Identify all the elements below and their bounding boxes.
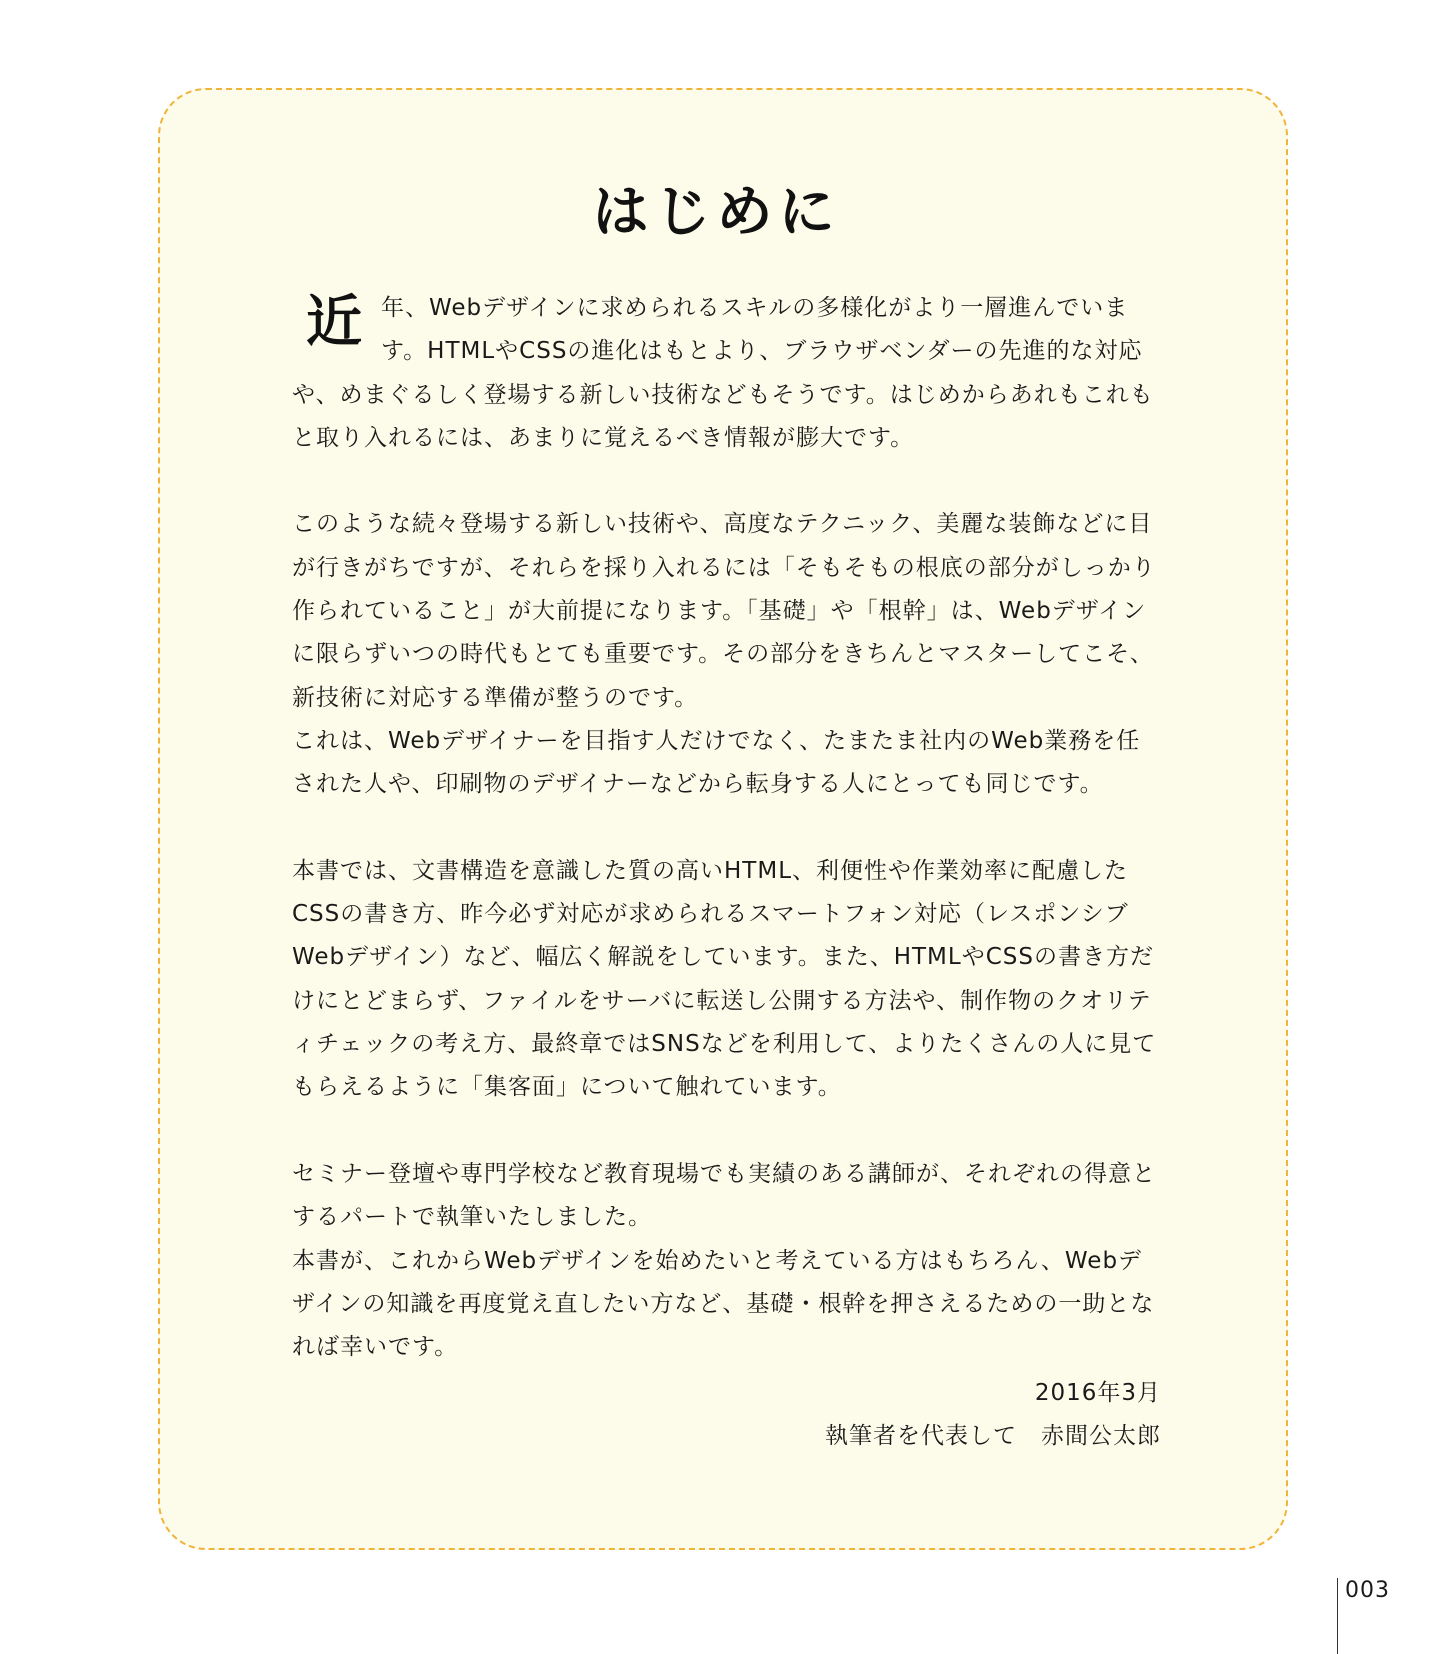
page-title: はじめに	[592, 179, 841, 245]
paragraph-authors: セミナー登壇や専門学校など教育現場でも実績のある講師が、それぞれの得意とするパートで執筆いたしました。	[292, 1160, 1156, 1231]
page-number-divider	[1337, 1578, 1338, 1654]
signature-author: 執筆者を代表して 赤間公太郎	[825, 1423, 1161, 1450]
page-number: 003	[1345, 1578, 1390, 1603]
drop-cap: 近	[306, 290, 363, 355]
signature	[825, 1372, 1161, 1459]
paragraph-book-contents: 本書では、文書構造を意識した質の高いHTML、利便性や作業効率に配慮したCSSの書き方、昨今必ず対応が求められるスマートフォン対応（レスポンシブWebデザイン）など、幅広く解説をしています。また、HTMLやCSSの書き方だけにとどまらず、ファイルをサーバに転送し公開する方法や、制作物のクオリティチェックの考え方、最終章ではSNSなどを利用して、よりたくさんの人に見てもらえるように「集客面」について触れています。	[292, 857, 1157, 1101]
body-text	[292, 287, 1162, 1369]
paragraph-closing: 本書が、これからWebデザインを始めたいと考えている方はもちろん、Webデザインの知識を再度覚え直したい方など、基礎・根幹を押さえるための一助となれば幸いです。	[292, 1247, 1155, 1361]
paragraph-foundations: このような続々登場する新しい技術や、高度なテクニック、美麗な装飾などに目が行きがちですが、それらを採り入れるには「そもそもの根底の部分がしっかり作られていること」が大前提になります。「基礎」や「根幹」は、Webデザインに限らずいつの時代もとても重要です。その部分をきちんとマスターしてこそ、新技術に対応する準備が整うのです。	[292, 511, 1156, 711]
intro-paragraph	[292, 287, 1162, 460]
paragraph-audience: これは、Webデザイナーを目指す人だけでなく、たまたま社内のWeb業務を任された人や、印刷物のデザイナーなどから転身する人にとっても同じです。	[292, 727, 1141, 798]
intro-paragraph-text: 年、Webデザインに求められるスキルの多様化がより一層進んでいます。HTMLやCSSの進化はもとより、ブラウザベンダーの先進的な対応や、めまぐるしく登場する新しい技術などもそうです。はじめからあれもこれもと取り入れるには、あまりに覚えるべき情報が膨大です。	[292, 295, 1154, 451]
signature-date: 2016年3月	[1034, 1380, 1161, 1406]
